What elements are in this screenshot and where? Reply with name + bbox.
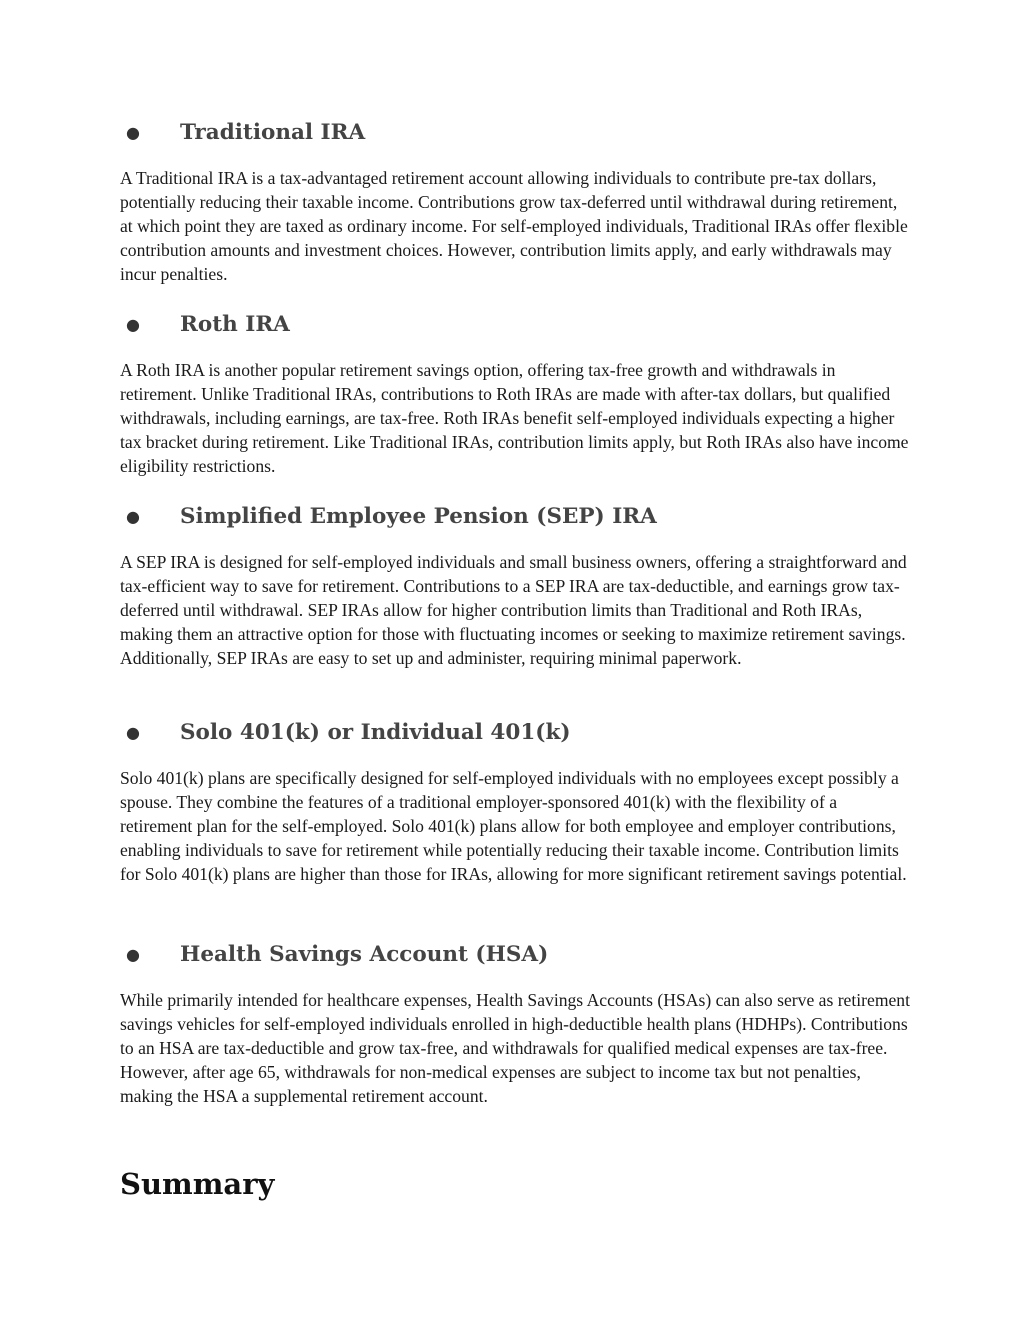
section-roth-ira: [120, 310, 910, 478]
section-paragraph: Solo 401(k) plans are specifically designed for self-employed individuals with no employees except possibly a spouse. They combine the features of a traditional employer-sponsored 401(k) with the flexibility of a retirement plan for the self-employed. Solo 401(k) plans allow for both employee and employer contributions, enabling individuals to save for retirement while potentially reducing their taxable income. Contribution limits for Solo 401(k) plans are higher than those for IRAs, allowing for more significant retirement savings potential.: [120, 768, 907, 884]
heading-text: Solo 401(k) or Individual 401(k): [180, 720, 571, 745]
section-heading: [126, 718, 910, 748]
section-heading: [126, 940, 910, 970]
bullet-icon: ●: [126, 723, 140, 742]
bullet-icon: ●: [126, 315, 140, 334]
section-heading: [126, 118, 910, 148]
section-heading: [126, 502, 910, 532]
section-sep-ira: [120, 502, 910, 670]
section-solo-401k: [120, 718, 910, 886]
section-hsa: [120, 940, 910, 1108]
section-heading: [126, 310, 910, 340]
heading-text: Traditional IRA: [180, 120, 366, 145]
section-traditional-ira: [120, 118, 910, 286]
section-paragraph: A Traditional IRA is a tax-advantaged retirement account allowing individuals to contribute pre-tax dollars, potentially reducing their taxable income. Contributions grow tax-deferred until withdrawal during retirement, at which point they are taxed as ordinary income. For self-employed individuals, Traditional IRAs offer flexible contribution amounts and investment choices. However, contribution limits apply, and early withdrawals may incur penalties.: [120, 168, 908, 284]
bullet-icon: ●: [126, 123, 140, 142]
section-paragraph: A SEP IRA is designed for self-employed individuals and small business owners, offering a straightforward and tax-efficient way to save for retirement. Contributions to a SEP IRA are tax-deductible, and earnings grow tax-deferred until withdrawal. SEP IRAs allow for higher contribution limits than Traditional and Roth IRAs, making them an attractive option for those with fluctuating incomes or seeking to maximize retirement savings. Additionally, SEP IRAs are easy to set up and administer, requiring minimal paperwork.: [120, 552, 907, 668]
summary-heading: Summary: [120, 1167, 275, 1201]
heading-text: Health Savings Account (HSA): [180, 942, 549, 967]
bullet-icon: ●: [126, 507, 140, 526]
section-paragraph: While primarily intended for healthcare expenses, Health Savings Accounts (HSAs) can also serve as retirement savings vehicles for self-employed individuals enrolled in high-deductible health plans (HDHPs). Contributions to an HSA are tax-deductible and grow tax-free, and withdrawals for qualified medical expenses are tax-free. However, after age 65, withdrawals for non-medical expenses are subject to income tax but not penalties, making the HSA a supplemental retirement account.: [120, 990, 910, 1106]
bullet-icon: ●: [126, 945, 140, 964]
heading-text: Roth IRA: [180, 312, 290, 337]
section-paragraph: A Roth IRA is another popular retirement savings option, offering tax-free growth and withdrawals in retirement. Unlike Traditional IRAs, contributions to Roth IRAs are made with after-tax dollars, but qualified withdrawals, including earnings, are tax-free. Roth IRAs benefit self-employed individuals expecting a higher tax bracket during retirement. Like Traditional IRAs, contribution limits apply, but Roth IRAs also have income eligibility restrictions.: [120, 360, 909, 476]
heading-text: Simplified Employee Pension (SEP) IRA: [180, 504, 657, 529]
